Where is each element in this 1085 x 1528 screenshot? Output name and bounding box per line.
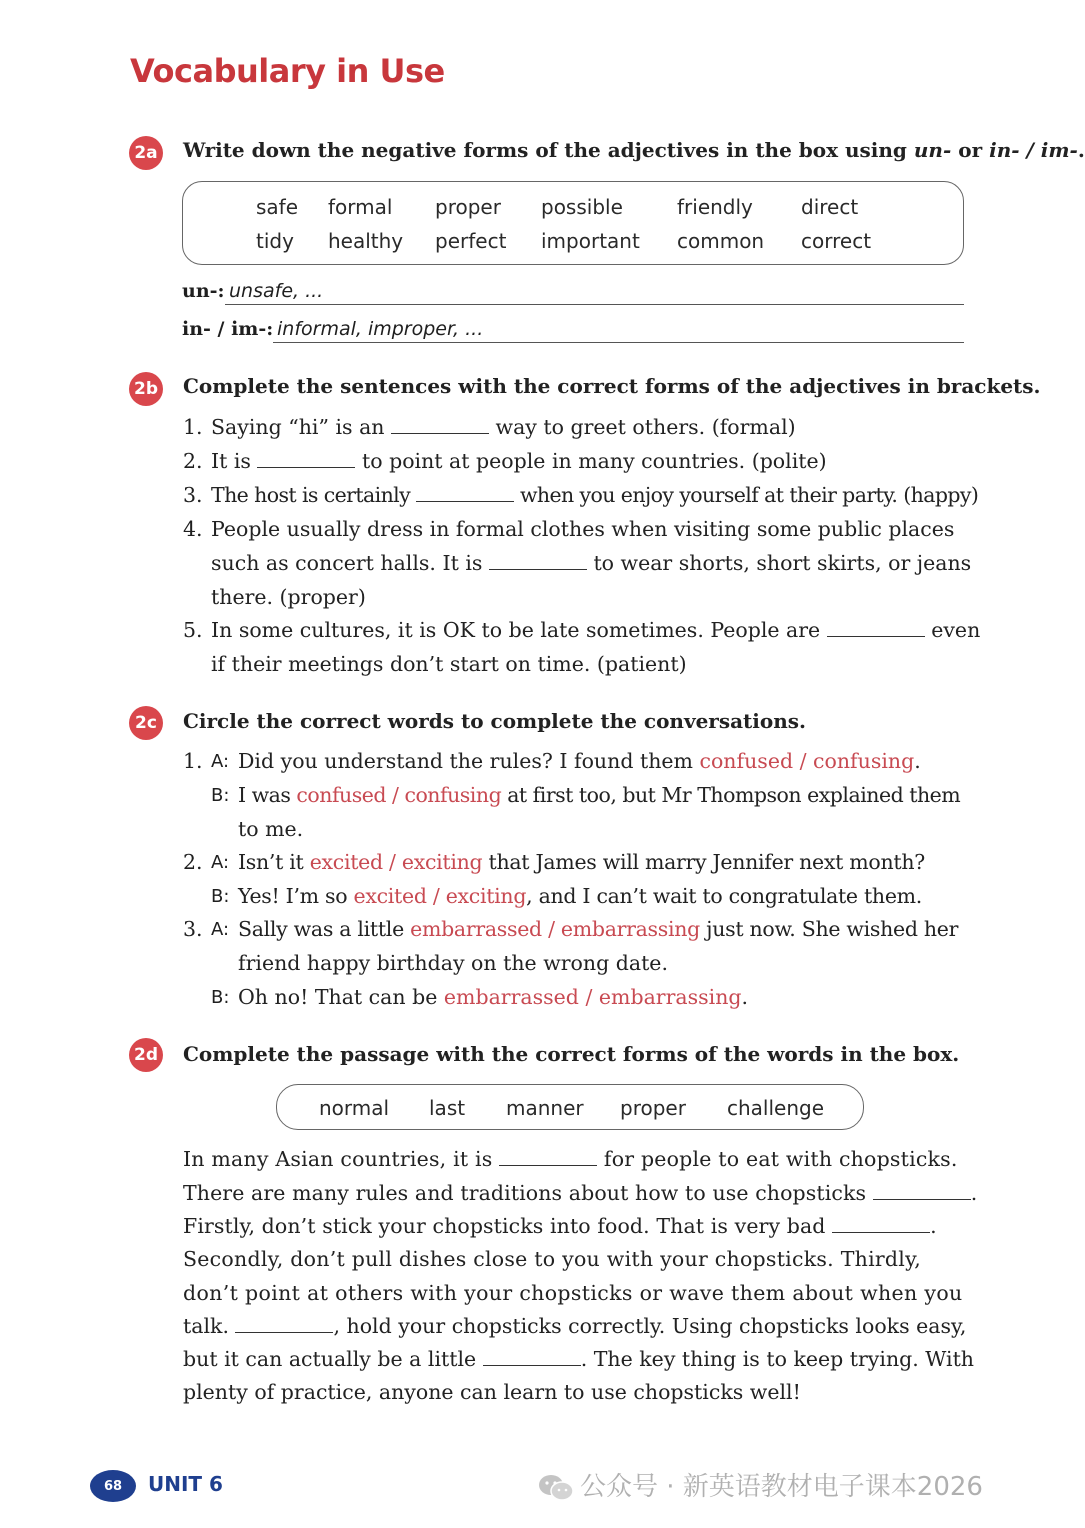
option[interactable]: exciting xyxy=(445,884,527,908)
in-label: in- / im-: xyxy=(182,318,274,340)
conversation-1a: Did you understand the rules? I found them confused / confusing. xyxy=(238,749,921,773)
section-badge-2b: 2b xyxy=(129,372,163,406)
option[interactable]: excited xyxy=(309,850,383,874)
sentence-4-line1: People usually dress in formal clothes when visiting some public places xyxy=(211,517,955,541)
blank[interactable] xyxy=(483,1349,581,1366)
option[interactable]: exciting xyxy=(401,850,483,874)
passage-line-3: Firstly, don’t stick your chopsticks into food. That is very bad . xyxy=(183,1214,937,1238)
passage-line-8: plenty of practice, anyone can learn to use chopsticks well! xyxy=(183,1380,801,1404)
speaker-a: A: xyxy=(211,852,230,873)
instruction-2d: Complete the passage with the correct forms of the words in the box. xyxy=(183,1042,960,1066)
answer-line-in[interactable] xyxy=(273,342,964,343)
word: direct xyxy=(801,195,859,219)
speaker-b: B: xyxy=(211,886,230,907)
blank[interactable] xyxy=(257,451,355,468)
word: common xyxy=(677,229,765,253)
sentence-1: Saying “hi” is an way to greet others. (formal) xyxy=(211,415,796,439)
item-number: 3. xyxy=(183,483,203,507)
word: normal xyxy=(319,1096,390,1120)
word: safe xyxy=(256,195,299,219)
sentence-5-line1: In some cultures, it is OK to be late sometimes. People are even xyxy=(211,618,981,642)
item-number: 2. xyxy=(183,449,203,473)
option[interactable]: confusing xyxy=(813,749,915,773)
speaker-b: B: xyxy=(211,987,230,1008)
passage-line-2: There are many rules and traditions about how to use chopsticks . xyxy=(183,1181,978,1205)
word: last xyxy=(429,1096,466,1120)
item-number: 4. xyxy=(183,517,203,541)
option[interactable]: embarrassing xyxy=(598,985,742,1009)
speaker-a: A: xyxy=(211,919,230,940)
instruction-2a: Write down the negative forms of the adjectives in the box using un- or in- / im-. xyxy=(183,138,1085,162)
word: possible xyxy=(541,195,623,219)
word: correct xyxy=(801,229,872,253)
option[interactable]: confusing xyxy=(404,783,502,807)
answer-line-un[interactable] xyxy=(225,304,964,305)
sentence-4-line2: such as concert halls. It is to wear shorts, short skirts, or jeans xyxy=(211,551,972,575)
conversation-2b: Yes! I’m so excited / exciting, and I can’t wait to congratulate them. xyxy=(238,884,923,908)
item-number: 3. xyxy=(183,917,203,941)
passage-line-5: don’t point at others with your chopsticks or wave them about when you xyxy=(183,1281,963,1305)
blank[interactable] xyxy=(873,1183,971,1200)
word: friendly xyxy=(677,195,753,219)
instruction-2b: Complete the sentences with the correct forms of the adjectives in brackets. xyxy=(183,374,1041,398)
word: perfect xyxy=(435,229,507,253)
instruction-2c: Circle the correct words to complete the conversations. xyxy=(183,709,806,733)
word: proper xyxy=(435,195,501,219)
item-number: 1. xyxy=(183,415,203,439)
passage-line-1: In many Asian countries, it is for people to eat with chopsticks. xyxy=(183,1147,958,1171)
wechat-icon xyxy=(538,1474,574,1502)
page-title: Vocabulary in Use xyxy=(130,52,445,90)
blank[interactable] xyxy=(416,485,514,502)
word: formal xyxy=(328,195,393,219)
speaker-a: A: xyxy=(211,751,230,772)
word: important xyxy=(541,229,640,253)
un-label: un-: xyxy=(182,280,225,302)
word: manner xyxy=(506,1096,584,1120)
page-number: 68 xyxy=(90,1470,136,1502)
word: challenge xyxy=(727,1096,825,1120)
sentence-3: The host is certainly when you enjoy yourself at their party. (happy) xyxy=(211,483,979,507)
un-example: unsafe, ... xyxy=(229,280,324,302)
passage-line-7: but it can actually be a little . The key thing is to keep trying. With xyxy=(183,1347,975,1371)
blank[interactable] xyxy=(391,417,489,434)
watermark: 公众号 · 新英语教材电子课本2026 xyxy=(538,1466,983,1503)
speaker-b: B: xyxy=(211,785,230,806)
section-badge-2d: 2d xyxy=(129,1038,163,1072)
conversation-3a-line2: friend happy birthday on the wrong date. xyxy=(238,951,668,975)
sentence-4-line3: there. (proper) xyxy=(211,585,366,609)
option[interactable]: confused xyxy=(699,749,794,773)
section-badge-2c: 2c xyxy=(129,706,163,740)
unit-label: UNIT 6 xyxy=(148,1472,223,1496)
item-number: 1. xyxy=(183,749,203,773)
conversation-3b: Oh no! That can be embarrassed / embarrassing. xyxy=(238,985,749,1009)
option[interactable]: embarrassed xyxy=(443,985,579,1009)
option[interactable]: excited xyxy=(353,884,427,908)
item-number: 5. xyxy=(183,618,203,642)
option[interactable]: embarrassed xyxy=(410,917,542,941)
passage-line-4: Secondly, don’t pull dishes close to you with your chopsticks. Thirdly, xyxy=(183,1247,921,1271)
conversation-1b: I was confused / confusing at first too, but Mr Thompson explained them xyxy=(238,783,961,807)
passage-line-6: talk. , hold your chopsticks correctly. Using chopsticks looks easy, xyxy=(183,1314,967,1338)
conversation-3a: Sally was a little embarrassed / embarrassing just now. She wished her xyxy=(238,917,959,941)
sentence-2: It is to point at people in many countries. (polite) xyxy=(211,449,827,473)
option[interactable]: confused xyxy=(296,783,387,807)
section-badge-2a: 2a xyxy=(129,136,163,170)
blank[interactable] xyxy=(832,1216,930,1233)
word: healthy xyxy=(328,229,404,253)
conversation-1b-line2: to me. xyxy=(238,817,304,841)
word: tidy xyxy=(256,229,294,253)
word: proper xyxy=(620,1096,686,1120)
in-example: informal, improper, ... xyxy=(277,318,484,340)
sentence-5-line2: if their meetings don’t start on time. (patient) xyxy=(211,652,687,676)
blank[interactable] xyxy=(827,620,925,637)
option[interactable]: embarrassing xyxy=(560,917,700,941)
blank[interactable] xyxy=(235,1316,333,1333)
blank[interactable] xyxy=(489,553,587,570)
item-number: 2. xyxy=(183,850,203,874)
blank[interactable] xyxy=(499,1149,597,1166)
conversation-2a: Isn’t it excited / exciting that James will marry Jennifer next month? xyxy=(238,850,925,874)
